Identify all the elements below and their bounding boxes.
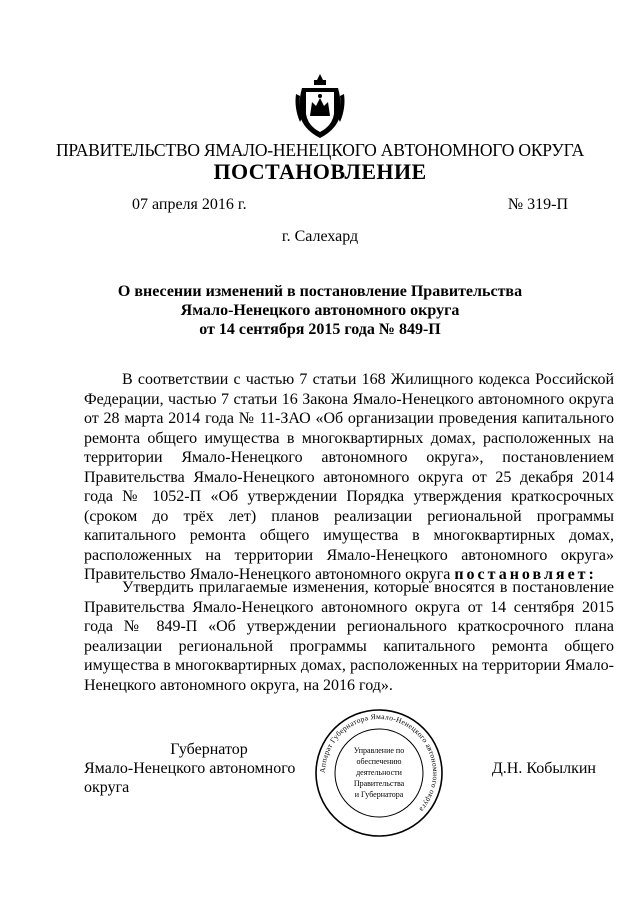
subject-line-3: от 14 сентября 2015 года № 849-П [199,321,441,338]
document-number: № 319-П [507,196,568,213]
svg-text:Управление по: Управление по [353,746,405,755]
subject-line-1: О внесении изменений в постановление Правительства [117,283,523,300]
signatory-name: Д.Н. Кобылкин [491,760,596,777]
position-line-2: Ямало-Ненецкого автономного округа [84,760,296,796]
svg-text:деятельности: деятельности [356,768,402,777]
resolves-keyword: постановляет: [454,566,597,583]
paragraph-1-text: В соответствии с частью 7 статьи 168 Жилищного кодекса Российской Федерации, частью 7 статьи 16 Закона Ямало-Ненецкого автономного округа от 28 марта 2014 года № 11-ЗАО «Об организации проведения капитального ремонта общего имущества в многоквартирных домах, расположенных на территории Ямало-Ненецкого автономного округа», постановлением Правительства Ямало-Ненецкого автономного округа от 25 декабря 2014 года № 1052-П «Об утверждении Порядка утверждения краткосрочных (сроком до трёх лет) планов реализации региональной программы капитального ремонта общего имущества в многоквартирных домах, расположенных на территории Ямало-Ненецкого автономного округа» Правительство Ямало-Ненецкого автономного округа [84,371,614,583]
signatory-position [84,740,344,797]
official-stamp [313,707,445,839]
paragraph-2-text: Утвердить прилагаемые изменения, которые вносятся в постановление Правительства Ямало-Ненецкого автономного округа от 14 сентября 2015 года № 849-П «Об утверждении регионального краткосрочного плана реализации региональной программы капитального ремонта общего имущества в многоквартирных домах, расположенных на территории Ямало-Ненецкого автономного округа, на 2016 год». [84,579,614,694]
document-date: 07 апреля 2016 г. [132,196,247,213]
svg-text:обеспечению: обеспечению [356,757,402,766]
government-heading: ПРАВИТЕЛЬСТВО ЯМАЛО-НЕНЕЦКОГО АВТОНОМНОГО ОКРУГА [55,140,585,160]
document-type-title: ПОСТАНОВЛЕНИЕ [213,159,427,184]
svg-text:и Губернатора: и Губернатора [354,790,404,799]
svg-text:Правительства: Правительства [353,779,405,788]
position-line-1: Губернатор [170,741,248,758]
body-paragraph-1 [84,370,614,585]
subject-line-2: Ямало-Ненецкого автономного округа [180,302,460,319]
document-city: г. Салехард [281,228,359,245]
document-subject [0,282,640,339]
body-paragraph-2 [84,578,614,695]
svg-text:Аппарат Губернатора Ямало-Нене: Аппарат Губернатора Ямало-Ненецкого автономного округа [317,711,441,814]
coat-of-arms-emblem [294,72,346,140]
